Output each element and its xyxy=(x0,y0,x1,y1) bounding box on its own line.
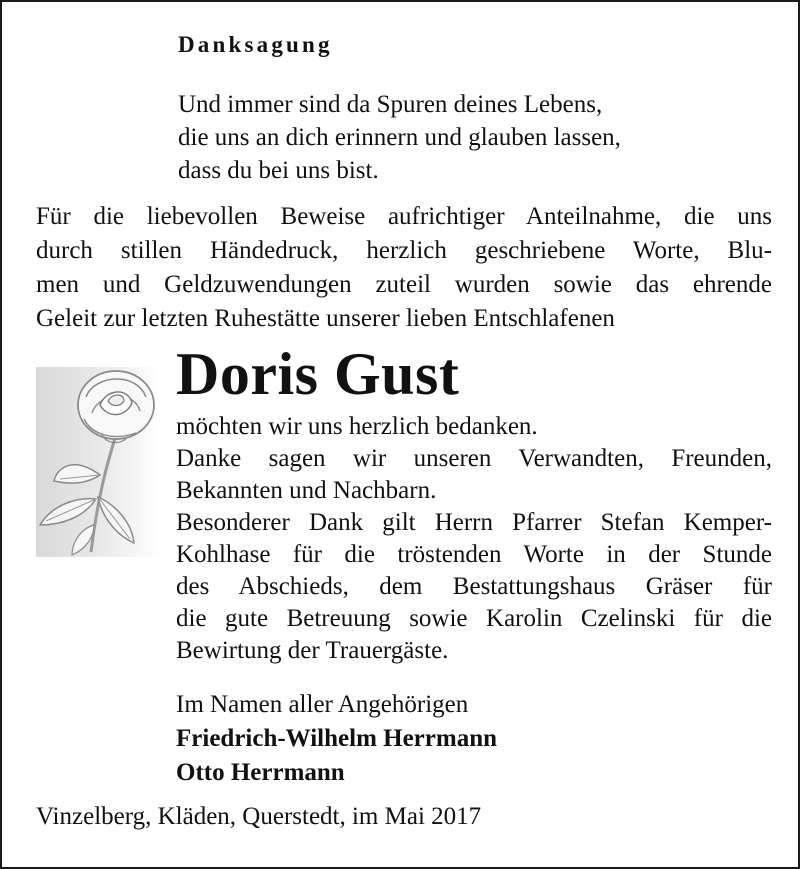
place-date: Vinzelberg, Kläden, Querstedt, im Mai 2017 xyxy=(36,803,482,830)
poem-line: die uns an dich erinnern und glauben lassen, xyxy=(178,124,621,151)
body-line: Bekannten und Nachbarn. xyxy=(176,477,437,504)
intro-line: men und Geldzuwendungen zuteil wurden sowie das ehrende xyxy=(36,271,772,298)
intro-line: Für die liebevollen Beweise aufrichtiger Anteilnahme, die uns xyxy=(36,203,772,230)
body-line: Danke sagen wir unseren Verwandten, Freunden, xyxy=(176,445,772,472)
signature-name: Friedrich-Wilhelm Herrmann xyxy=(176,725,498,752)
body-line: Bewirtung der Trauergäste. xyxy=(176,637,449,664)
body-line: Kohlhase für die tröstenden Worte in der Stunde xyxy=(176,541,772,568)
memorial-poem xyxy=(178,88,621,187)
body-line: die gute Betreuung sowie Karolin Czelinski für die xyxy=(176,605,772,632)
intro-line: durch stillen Händedruck, herzlich geschriebene Worte, Blu- xyxy=(36,237,772,264)
signature-block xyxy=(176,688,497,790)
thanks-paragraph xyxy=(176,411,772,667)
body-line: des Abschieds, dem Bestattungshaus Gräser für xyxy=(176,573,772,600)
poem-line: Und immer sind da Spuren deines Lebens, xyxy=(178,91,603,118)
deceased-name: Doris Gust xyxy=(176,341,460,407)
rose-icon xyxy=(36,357,166,557)
body-line: möchten wir uns herzlich bedanken. xyxy=(176,413,538,440)
intro-paragraph xyxy=(36,200,772,336)
signature-intro: Im Namen aller Angehörigen xyxy=(176,691,469,718)
body-line: Besonderer Dank gilt Herrn Pfarrer Stefan Kemper- xyxy=(176,509,772,536)
poem-line: dass du bei uns bist. xyxy=(178,157,379,184)
notice-heading: Danksagung xyxy=(178,32,333,57)
signature-name: Otto Herrmann xyxy=(176,759,345,786)
intro-line: Geleit zur letzten Ruhestätte unserer lieben Entschlafenen xyxy=(36,305,615,332)
